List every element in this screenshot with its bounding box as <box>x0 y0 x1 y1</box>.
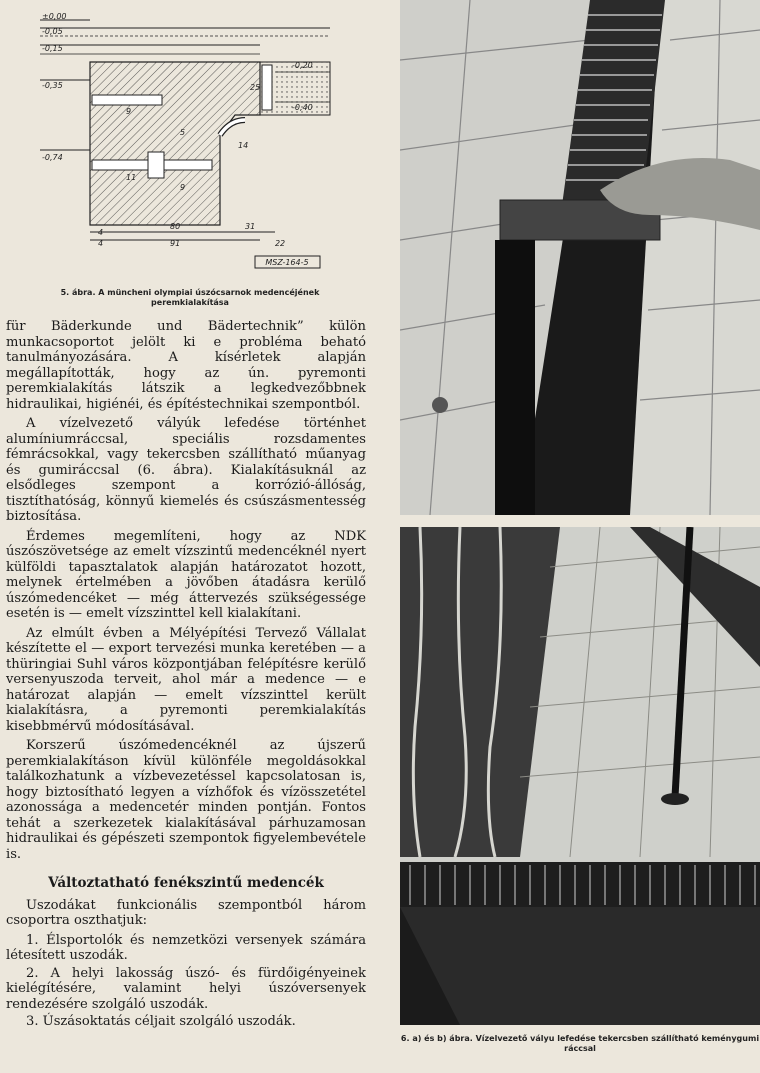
paragraph: Érdemes megemlíteni, hogy az NDK úszószövetsége az emelt vízszintű medencéknél nyert külföldi tapasztalatok alapján határozatot hozott, melynek értelmében a jövőben átadásra kerülő úszómedencéket — még áttervezés szükségessége esetén is — emelt vízszinttel kell kialakítani. <box>6 528 366 621</box>
paragraph: A vízelvezető vályúk lefedése történhet alumíniumráccsal, speciális rozsdamentes fémrácsokkal, vagy tekercsben szállítható műanyag és gumiráccsal (6. ábra). Kialakításuknál az elsődleges szempont a korrózió-állóság, tisztíthatóság, könnyű kiemelés és csúszásmentesség biztosítása. <box>6 416 366 524</box>
paragraph: Az elmúlt évben a Mélyépítési Tervező Vállalat készítette el — export tervezési munka keretében — a thüringiai Suhl város központjában felépítésre kerülő versenyuszoda terveit, ahol már a medence — e határozat alapján — emelt vízszinttel került kialakításra, a pyremonti peremkialakítás kisebbmérvű módosításával. <box>6 625 366 734</box>
level-label: -0,20 <box>292 61 313 70</box>
section-heading: Változtatható fenékszintű medencék <box>48 875 324 891</box>
dimension-label: 5 <box>180 128 186 137</box>
paragraph: für Bäderkunde und Bädertechnik” külön munkacsoportot jelölt ki e probléma beható tanulmányozására. A kísérletek alapján megállapították, hogy az ún. pyremonti peremkialakítás látszik a legkedvezőbbnek hidraulikai, higiénéi, és építéstechnikai szempontból. <box>6 319 366 412</box>
stamp: MSZ-164-5 <box>265 258 309 267</box>
level-label: -0,35 <box>42 81 63 90</box>
level-label: -0,15 <box>42 44 63 53</box>
list <box>6 933 366 1030</box>
dimension-label: 2 <box>275 239 281 248</box>
dimension-label: 4 <box>98 239 104 248</box>
article-text <box>6 319 366 1032</box>
dimension-label: 25 <box>250 83 261 92</box>
list-item: 1. Élsportolók és nemzetközi versenyek számára létesített uszodák. <box>6 932 366 963</box>
list-item: 2. A helyi lakosság úszó- és fürdőigényeinek kielégítésére, valamint helyi úszóversenyek rendezésére szolgáló uszodák. <box>6 965 366 1012</box>
figure-6a-photo <box>400 0 760 515</box>
dimension-label: 80 <box>170 222 181 231</box>
level-label: ±0,00 <box>42 12 67 21</box>
figure-5-caption: 5. ábra. A müncheni olympiai úszócsarnok medencéjének peremkialakítása <box>60 288 320 307</box>
list-item: 3. Úszásoktatás céljait szolgáló uszodák. <box>26 1014 296 1029</box>
dimension-label: 9 <box>180 183 186 192</box>
level-label: -0,40 <box>292 103 313 112</box>
dimension-label: 2 <box>280 239 286 248</box>
figure-6b-photo <box>400 527 760 1025</box>
dimension-label: 91 <box>170 239 181 248</box>
level-label: -0,05 <box>42 27 63 36</box>
dimension-label: 9 <box>126 107 132 116</box>
dimension-label: 14 <box>238 141 249 150</box>
paragraph: Korszerű úszómedencéknél az újszerű peremkialakításon kívül különféle megoldásokkal találkozhatunk a vízbevezetéssel kapcsolatosan is, hogy biztosítható legyen a vízhőfok és vízösszetétel azonossága a medencetér minden pontján. Fontos tehát a szerkezetek kialakításával párhuzamosan hidraulikai és gépészeti szempontok figyelembevétele is. <box>6 738 366 862</box>
level-label: -0,74 <box>42 153 63 162</box>
paragraph: Uszodákat funkcionális szempontból három csoportra oszthatjuk: <box>6 897 366 928</box>
dimension-label: 11 <box>126 173 137 182</box>
dimension-label: 4 <box>98 228 104 237</box>
dimension-label: 31 <box>245 222 256 231</box>
figure-5-drawing <box>30 10 350 270</box>
figure-6-caption: 6. a) és b) ábra. Vízelvezető vályu lefedése tekercsben szállítható keménygumi ráccsal <box>400 1034 760 1053</box>
